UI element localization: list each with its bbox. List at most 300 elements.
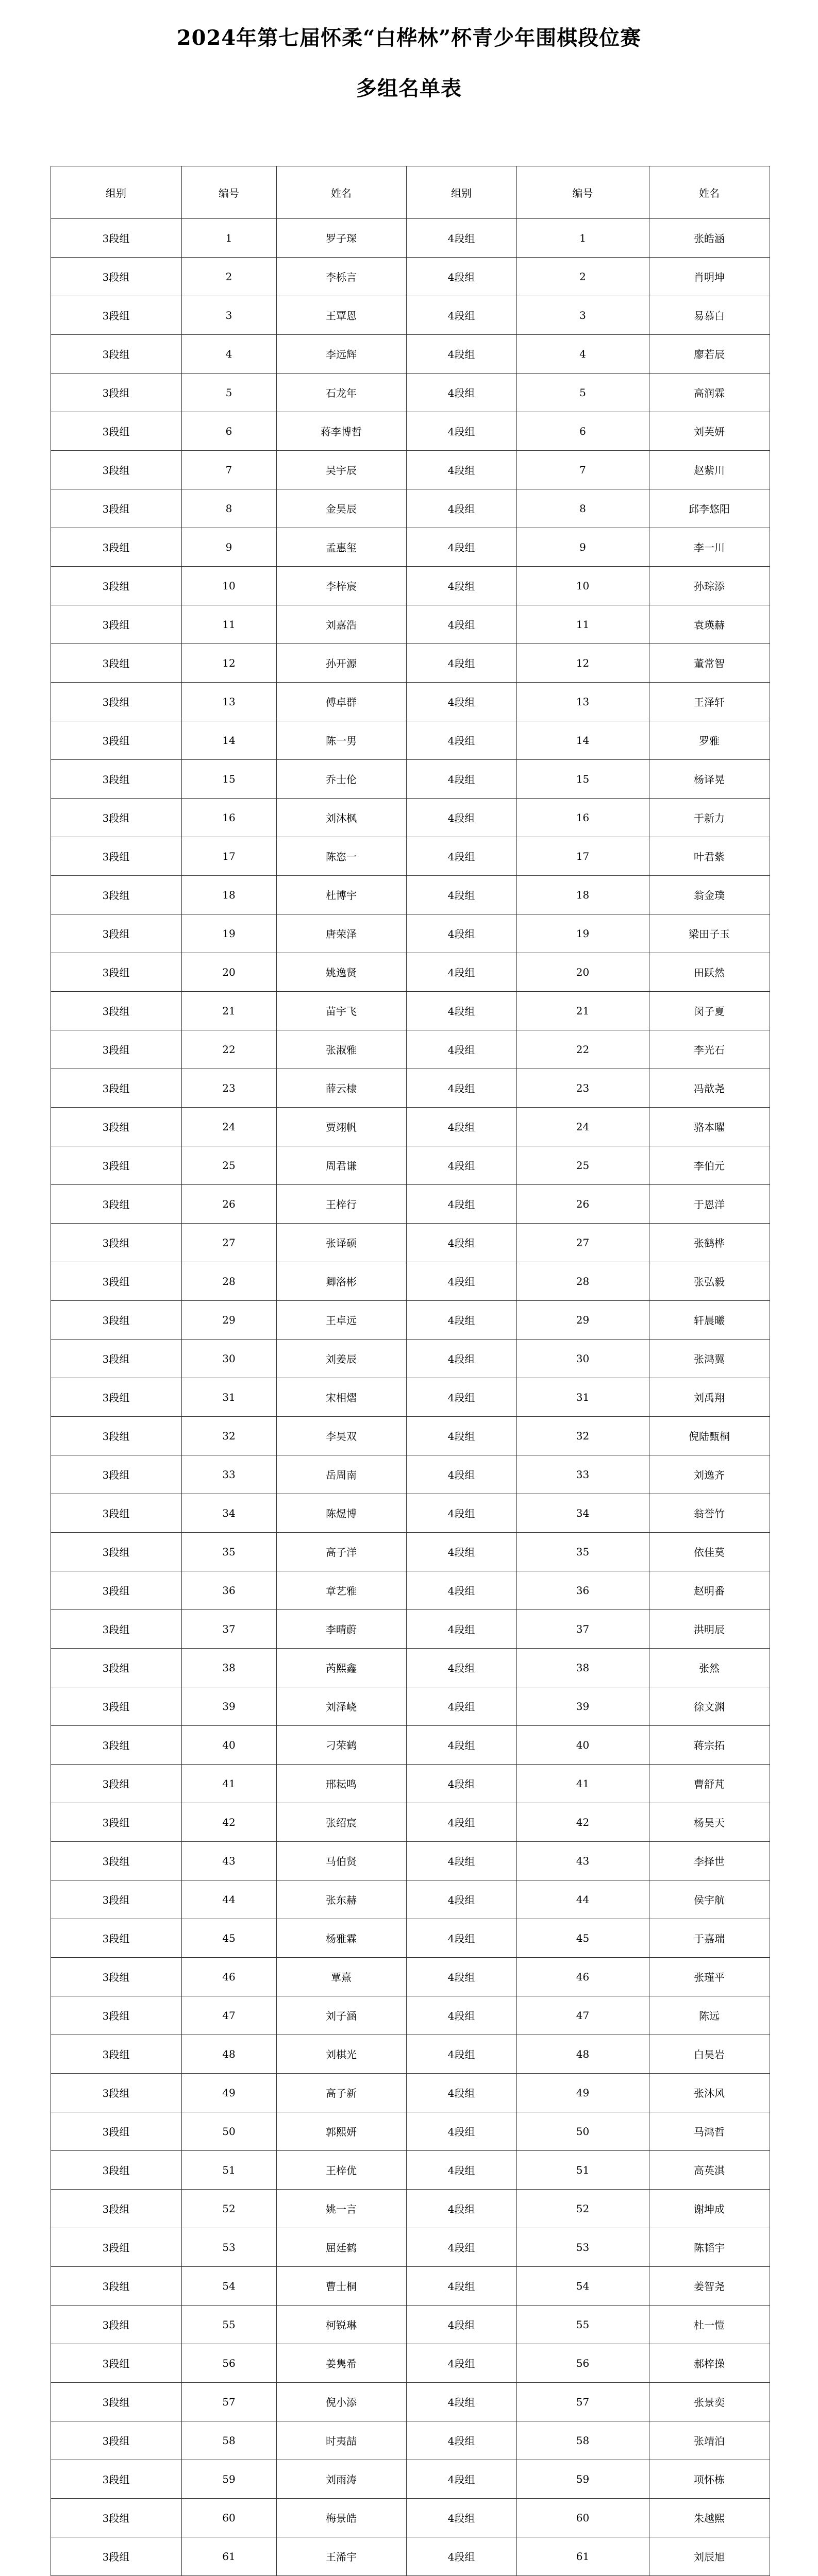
table-cell-group-col: 4段组	[447, 1044, 475, 1056]
table-cell-group-col: 4段组	[447, 1392, 475, 1404]
table-cell-number-col: 28	[222, 1275, 236, 1287]
table-cell-group-col: 4段组	[447, 1198, 475, 1211]
table-cell-group-col: 4段组	[447, 1160, 475, 1172]
table-cell-name-col: 吴宇辰	[326, 464, 357, 477]
table-cell-number-col: 54	[222, 2279, 236, 2292]
table-cell-group-col: 3段组	[102, 1005, 130, 1018]
table-cell-number-col: 32	[576, 1429, 590, 1442]
table-cell-name-col: 苗宇飞	[326, 1005, 357, 1018]
table-cell-group-col: 3段组	[102, 1739, 130, 1752]
table-cell-number-col: 22	[576, 1043, 590, 1056]
table-cell-name-col: 曹士桐	[326, 2280, 357, 2293]
table-cell-number-col: 15	[222, 772, 236, 785]
table-cell-name-col: 翁金璞	[694, 889, 725, 902]
table-cell-name-col: 宋相熠	[326, 1392, 357, 1404]
table-cell-number-col: 52	[576, 2202, 590, 2215]
table-cell-number-col: 58	[222, 2434, 236, 2447]
table-cell-group-col: 4段组	[447, 2048, 475, 2061]
table-cell-group-col: 4段组	[447, 2126, 475, 2138]
table-cell-name-col: 王覃恩	[326, 310, 357, 322]
table-cell-group-col: 4段组	[447, 348, 475, 361]
table-cell-group-col: 3段组	[102, 464, 130, 477]
table-cell-number-col: 2	[225, 270, 232, 283]
column-header-number-col: 编号	[572, 187, 593, 199]
table-cell-number-col: 12	[576, 656, 590, 669]
table-cell-group-col: 3段组	[102, 889, 130, 902]
table-cell-group-col: 3段组	[102, 1237, 130, 1249]
table-cell-group-col: 3段组	[102, 310, 130, 322]
table-cell-name-col: 于新力	[694, 812, 725, 824]
table-cell-group-col: 3段组	[102, 2010, 130, 2022]
table-cell-group-col: 3段组	[102, 1623, 130, 1636]
table-cell-group-col: 3段组	[102, 2164, 130, 2177]
table-cell-name-col: 金昊辰	[326, 503, 357, 515]
table-cell-number-col: 12	[222, 656, 236, 669]
table-cell-number-col: 39	[222, 1700, 236, 1713]
table-cell-name-col: 高子洋	[326, 1546, 357, 1558]
table-cell-number-col: 13	[576, 695, 590, 708]
table-cell-group-col: 4段组	[447, 1005, 475, 1018]
table-cell-name-col: 梅景皓	[326, 2512, 357, 2524]
table-cell-number-col: 18	[222, 888, 236, 901]
table-cell-number-col: 47	[576, 2009, 590, 2022]
table-cell-group-col: 4段组	[447, 851, 475, 863]
table-cell-number-col: 54	[576, 2279, 590, 2292]
table-cell-group-col: 4段组	[447, 1933, 475, 1945]
table-cell-number-col: 36	[576, 1584, 590, 1597]
table-cell-number-col: 48	[576, 2047, 590, 2060]
table-cell-number-col: 53	[222, 2241, 236, 2253]
table-cell-number-col: 2	[579, 270, 586, 283]
table-cell-name-col: 倪陆甄桐	[689, 1430, 730, 1443]
table-cell-group-col: 4段组	[447, 1237, 475, 1249]
table-cell-name-col: 谢坤成	[694, 2203, 725, 2215]
table-cell-name-col: 张靖泊	[694, 2435, 725, 2447]
table-cell-group-col: 4段组	[447, 928, 475, 940]
table-cell-name-col: 贾翊帆	[326, 1121, 357, 1133]
table-cell-number-col: 59	[222, 2472, 236, 2485]
table-cell-group-col: 4段组	[447, 619, 475, 631]
table-cell-group-col: 4段组	[447, 1778, 475, 1790]
table-cell-number-col: 11	[222, 618, 236, 631]
table-cell-name-col: 朱越熙	[694, 2512, 725, 2524]
table-cell-group-col: 3段组	[102, 503, 130, 515]
table-cell-name-col: 杨昊天	[694, 1817, 725, 1829]
table-cell-name-col: 李晴蔚	[326, 1623, 357, 1636]
table-cell-group-col: 4段组	[447, 735, 475, 747]
table-cell-number-col: 16	[222, 811, 236, 824]
table-cell-group-col: 3段组	[102, 1817, 130, 1829]
table-cell-name-col: 时夷喆	[326, 2435, 357, 2447]
table-cell-name-col: 高子新	[326, 2087, 357, 2099]
table-cell-group-col: 3段组	[102, 2512, 130, 2524]
table-cell-name-col: 陈韬宇	[694, 2242, 725, 2254]
table-cell-name-col: 马鸿哲	[694, 2126, 725, 2138]
table-cell-number-col: 33	[222, 1468, 236, 1481]
table-cell-group-col: 3段组	[102, 773, 130, 786]
table-cell-name-col: 杨译晃	[694, 773, 725, 786]
table-cell-name-col: 张鸿翼	[694, 1353, 725, 1365]
table-cell-group-col: 4段组	[447, 1623, 475, 1636]
table-cell-number-col: 35	[576, 1545, 590, 1558]
table-cell-name-col: 肖明坤	[694, 271, 725, 283]
table-cell-name-col: 刘子涵	[326, 2010, 357, 2022]
table-cell-group-col: 3段组	[102, 2396, 130, 2409]
table-cell-number-col: 31	[576, 1391, 590, 1403]
table-cell-number-col: 60	[222, 2511, 236, 2524]
table-cell-number-col: 11	[576, 618, 590, 631]
table-cell-name-col: 屈廷鹤	[326, 2242, 357, 2254]
table-cell-group-col: 3段组	[102, 232, 130, 245]
table-cell-number-col: 9	[225, 540, 232, 553]
table-cell-name-col: 高润霖	[694, 387, 725, 399]
table-cell-name-col: 田跃然	[694, 967, 725, 979]
table-cell-name-col: 刘泽峣	[326, 1701, 357, 1713]
table-cell-group-col: 3段组	[102, 1933, 130, 1945]
table-cell-name-col: 张然	[699, 1662, 720, 1674]
table-cell-number-col: 48	[222, 2047, 236, 2060]
table-cell-number-col: 35	[222, 1545, 236, 1558]
table-cell-number-col: 7	[225, 463, 232, 476]
table-cell-number-col: 42	[222, 1816, 236, 1828]
table-cell-number-col: 14	[222, 734, 236, 747]
table-cell-name-col: 孟惠玺	[326, 541, 357, 554]
table-cell-number-col: 10	[576, 579, 590, 592]
table-cell-name-col: 乔士伦	[326, 773, 357, 786]
column-header-group-col: 组别	[451, 187, 472, 199]
table-cell-group-col: 3段组	[102, 1121, 130, 1133]
table-cell-number-col: 56	[222, 2357, 236, 2369]
table-cell-number-col: 56	[576, 2357, 590, 2369]
table-cell-group-col: 4段组	[447, 426, 475, 438]
table-cell-number-col: 39	[576, 1700, 590, 1713]
table-cell-name-col: 王梓行	[326, 1198, 357, 1211]
table-cell-number-col: 43	[576, 1854, 590, 1867]
table-cell-number-col: 34	[576, 1506, 590, 1519]
table-cell-group-col: 4段组	[447, 1276, 475, 1288]
table-cell-name-col: 罗子琛	[326, 232, 357, 245]
table-cell-number-col: 9	[579, 540, 586, 553]
table-cell-name-col: 刘雨涛	[326, 2473, 357, 2486]
table-cell-group-col: 4段组	[447, 2473, 475, 2486]
table-cell-group-col: 4段组	[447, 1662, 475, 1674]
table-cell-name-col: 陈恣一	[326, 851, 357, 863]
table-cell-group-col: 4段组	[447, 1546, 475, 1558]
table-cell-group-col: 4段组	[447, 1971, 475, 1984]
table-cell-number-col: 19	[576, 927, 590, 940]
table-cell-number-col: 6	[225, 425, 232, 437]
table-cell-group-col: 3段组	[102, 271, 130, 283]
table-cell-name-col: 高英淇	[694, 2164, 725, 2177]
table-cell-name-col: 罗雅	[699, 735, 720, 747]
table-cell-group-col: 3段组	[102, 580, 130, 592]
table-cell-group-col: 4段组	[447, 2242, 475, 2254]
table-cell-group-col: 4段组	[447, 2087, 475, 2099]
table-cell-group-col: 4段组	[447, 1353, 475, 1365]
table-cell-number-col: 25	[222, 1159, 236, 1172]
table-cell-number-col: 22	[222, 1043, 236, 1056]
table-cell-name-col: 骆本曜	[694, 1121, 725, 1133]
table-cell-name-col: 蒋宗拓	[694, 1739, 725, 1752]
table-cell-name-col: 蒋李博哲	[321, 426, 362, 438]
table-cell-name-col: 梁田子玉	[689, 928, 730, 940]
table-cell-number-col: 29	[576, 1313, 590, 1326]
table-cell-number-col: 34	[222, 1506, 236, 1519]
table-cell-group-col: 3段组	[102, 2087, 130, 2099]
table-cell-group-col: 4段组	[447, 1314, 475, 1327]
table-cell-name-col: 芮熙鑫	[326, 1662, 357, 1674]
table-cell-number-col: 59	[576, 2472, 590, 2485]
table-cell-group-col: 3段组	[102, 1778, 130, 1790]
table-cell-name-col: 覃熹	[331, 1971, 352, 1984]
table-cell-name-col: 周君谦	[326, 1160, 357, 1172]
table-cell-group-col: 3段组	[102, 1546, 130, 1558]
table-cell-group-col: 3段组	[102, 1894, 130, 1906]
table-cell-number-col: 8	[579, 502, 586, 515]
table-cell-number-col: 15	[576, 772, 590, 785]
table-cell-group-col: 4段组	[447, 812, 475, 824]
table-cell-number-col: 27	[222, 1236, 236, 1249]
table-cell-group-col: 3段组	[102, 2358, 130, 2370]
table-cell-name-col: 洪明辰	[694, 1623, 725, 1636]
table-cell-group-col: 3段组	[102, 1430, 130, 1443]
table-cell-group-col: 3段组	[102, 1314, 130, 1327]
table-cell-number-col: 55	[576, 2318, 590, 2331]
table-cell-group-col: 3段组	[102, 2435, 130, 2447]
table-cell-name-col: 徐文渊	[694, 1701, 725, 1713]
table-cell-group-col: 3段组	[102, 426, 130, 438]
table-cell-number-col: 40	[576, 1738, 590, 1751]
table-cell-group-col: 3段组	[102, 735, 130, 747]
table-cell-group-col: 4段组	[447, 232, 475, 245]
table-cell-group-col: 4段组	[447, 1701, 475, 1713]
table-cell-group-col: 3段组	[102, 2126, 130, 2138]
table-cell-name-col: 岳周南	[326, 1469, 357, 1481]
table-cell-name-col: 刁荣鹤	[326, 1739, 357, 1752]
table-cell-group-col: 3段组	[102, 1353, 130, 1365]
table-cell-group-col: 4段组	[447, 387, 475, 399]
table-cell-number-col: 61	[576, 2550, 590, 2563]
table-cell-number-col: 57	[222, 2395, 236, 2408]
table-cell-group-col: 4段组	[447, 889, 475, 902]
table-cell-group-col: 3段组	[102, 1469, 130, 1481]
table-cell-name-col: 白昊岩	[694, 2048, 725, 2061]
table-cell-number-col: 51	[576, 2163, 590, 2176]
table-cell-group-col: 4段组	[447, 1894, 475, 1906]
table-cell-name-col: 王浠宇	[326, 2551, 357, 2563]
table-cell-name-col: 张鹤桦	[694, 1237, 725, 1249]
table-cell-number-col: 43	[222, 1854, 236, 1867]
table-cell-number-col: 44	[222, 1893, 236, 1906]
table-cell-name-col: 马伯贤	[326, 1855, 357, 1868]
table-cell-group-col: 3段组	[102, 2551, 130, 2563]
table-cell-number-col: 24	[222, 1120, 236, 1133]
table-cell-name-col: 姚一言	[326, 2203, 357, 2215]
table-cell-number-col: 47	[222, 2009, 236, 2022]
table-cell-number-col: 13	[222, 695, 236, 708]
table-cell-name-col: 杨雅霖	[326, 1933, 357, 1945]
table-cell-name-col: 李梓宸	[326, 580, 357, 592]
table-cell-name-col: 董常智	[694, 657, 725, 670]
table-cell-group-col: 3段组	[102, 928, 130, 940]
table-cell-group-col: 3段组	[102, 1701, 130, 1713]
table-cell-name-col: 李光石	[694, 1044, 725, 1056]
table-cell-number-col: 31	[222, 1391, 236, 1403]
table-cell-group-col: 4段组	[447, 696, 475, 708]
table-cell-number-col: 25	[576, 1159, 590, 1172]
table-cell-group-col: 3段组	[102, 1507, 130, 1520]
table-cell-group-col: 3段组	[102, 2280, 130, 2293]
table-cell-number-col: 8	[225, 502, 232, 515]
table-cell-number-col: 51	[222, 2163, 236, 2176]
table-cell-number-col: 44	[576, 1893, 590, 1906]
table-cell-group-col: 3段组	[102, 1160, 130, 1172]
table-cell-name-col: 张皓涵	[694, 232, 725, 245]
table-cell-number-col: 26	[222, 1197, 236, 1210]
table-cell-number-col: 45	[222, 1931, 236, 1944]
page-subtitle: 多组名单表	[356, 76, 462, 100]
table-cell-name-col: 张景奕	[694, 2396, 725, 2409]
table-cell-group-col: 3段组	[102, 1276, 130, 1288]
table-cell-number-col: 4	[225, 347, 232, 360]
table-cell-number-col: 4	[579, 347, 586, 360]
table-cell-number-col: 40	[222, 1738, 236, 1751]
table-cell-group-col: 4段组	[447, 2164, 475, 2177]
table-cell-group-col: 4段组	[447, 2319, 475, 2331]
table-cell-name-col: 赵紫川	[694, 464, 725, 477]
table-cell-name-col: 王梓优	[326, 2164, 357, 2177]
table-cell-number-col: 21	[222, 1004, 236, 1017]
table-cell-name-col: 廖若辰	[694, 348, 725, 361]
table-cell-name-col: 刘姜辰	[326, 1353, 357, 1365]
table-cell-number-col: 49	[576, 2086, 590, 2099]
table-cell-number-col: 52	[222, 2202, 236, 2215]
table-cell-name-col: 李栎言	[326, 271, 357, 283]
table-cell-number-col: 50	[222, 2125, 236, 2138]
table-cell-name-col: 郭熙妍	[326, 2126, 357, 2138]
table-cell-group-col: 4段组	[447, 657, 475, 670]
table-cell-name-col: 刘棋光	[326, 2048, 357, 2061]
table-cell-group-col: 3段组	[102, 348, 130, 361]
table-cell-number-col: 26	[576, 1197, 590, 1210]
table-cell-name-col: 唐荣泽	[326, 928, 357, 940]
table-cell-name-col: 杜一愷	[694, 2319, 725, 2331]
table-cell-number-col: 23	[576, 1081, 590, 1094]
table-cell-group-col: 3段组	[102, 967, 130, 979]
table-cell-number-col: 6	[579, 425, 586, 437]
table-cell-group-col: 4段组	[447, 580, 475, 592]
page-title: 2024年第七届怀柔“白桦林”杯青少年围棋段位赛	[176, 26, 642, 50]
table-cell-group-col: 3段组	[102, 2203, 130, 2215]
table-cell-group-col: 3段组	[102, 1392, 130, 1404]
table-cell-number-col: 3	[579, 309, 586, 321]
table-cell-name-col: 孙开源	[326, 657, 357, 670]
table-cell-name-col: 倪小添	[326, 2396, 357, 2409]
table-cell-number-col: 36	[222, 1584, 236, 1597]
table-cell-number-col: 3	[225, 309, 232, 321]
table-cell-number-col: 17	[576, 850, 590, 862]
table-cell-name-col: 李远辉	[326, 348, 357, 361]
table-cell-number-col: 50	[576, 2125, 590, 2138]
table-cell-name-col: 邱李悠阳	[689, 503, 730, 515]
table-cell-number-col: 18	[576, 888, 590, 901]
table-cell-group-col: 4段组	[447, 1585, 475, 1597]
table-cell-number-col: 55	[222, 2318, 236, 2331]
column-header-name-col: 姓名	[331, 187, 352, 199]
table-cell-group-col: 3段组	[102, 1585, 130, 1597]
table-cell-name-col: 冯歆尧	[694, 1082, 725, 1095]
table-cell-name-col: 于恩洋	[694, 1198, 725, 1211]
table-cell-number-col: 38	[576, 1661, 590, 1674]
table-cell-name-col: 石龙年	[326, 387, 357, 399]
table-cell-name-col: 曹舒芃	[694, 1778, 725, 1790]
table-cell-number-col: 20	[222, 965, 236, 978]
table-cell-name-col: 陈煜博	[326, 1507, 357, 1520]
table-cell-number-col: 57	[576, 2395, 590, 2408]
table-cell-number-col: 37	[222, 1622, 236, 1635]
table-cell-number-col: 33	[576, 1468, 590, 1481]
table-cell-group-col: 3段组	[102, 2048, 130, 2061]
table-cell-number-col: 20	[576, 965, 590, 978]
table-cell-group-col: 4段组	[447, 2010, 475, 2022]
table-cell-name-col: 邢耘鸣	[326, 1778, 357, 1790]
table-cell-name-col: 闵子夏	[694, 1005, 725, 1018]
table-cell-name-col: 张东赫	[326, 1894, 357, 1906]
table-cell-number-col: 45	[576, 1931, 590, 1944]
table-cell-number-col: 23	[222, 1081, 236, 1094]
table-cell-group-col: 4段组	[447, 310, 475, 322]
table-cell-name-col: 依佳莫	[694, 1546, 725, 1558]
table-cell-group-col: 4段组	[447, 2512, 475, 2524]
table-cell-name-col: 刘禹翔	[694, 1392, 725, 1404]
table-cell-number-col: 17	[222, 850, 236, 862]
table-cell-group-col: 4段组	[447, 271, 475, 283]
table-cell-number-col: 41	[576, 1777, 590, 1790]
table-cell-number-col: 19	[222, 927, 236, 940]
table-cell-group-col: 4段组	[447, 1430, 475, 1443]
table-cell-number-col: 30	[576, 1352, 590, 1365]
table-cell-name-col: 刘辰旭	[694, 2551, 725, 2563]
table-cell-number-col: 21	[576, 1004, 590, 1017]
table-cell-number-col: 41	[222, 1777, 236, 1790]
table-cell-name-col: 项怀栋	[694, 2473, 725, 2486]
table-cell-group-col: 3段组	[102, 1971, 130, 1984]
table-cell-group-col: 4段组	[447, 464, 475, 477]
table-cell-name-col: 李伯元	[694, 1160, 725, 1172]
table-cell-group-col: 4段组	[447, 1507, 475, 1520]
table-cell-number-col: 49	[222, 2086, 236, 2099]
table-cell-group-col: 3段组	[102, 657, 130, 670]
table-cell-number-col: 60	[576, 2511, 590, 2524]
table-cell-number-col: 29	[222, 1313, 236, 1326]
table-cell-name-col: 卿洛彬	[326, 1276, 357, 1288]
table-cell-name-col: 侯宇航	[694, 1894, 725, 1906]
table-cell-name-col: 轩晨曦	[694, 1314, 725, 1327]
table-cell-number-col: 14	[576, 734, 590, 747]
table-cell-group-col: 3段组	[102, 1855, 130, 1868]
table-cell-name-col: 章艺雅	[326, 1585, 357, 1597]
table-cell-group-col: 3段组	[102, 619, 130, 631]
column-header-name-col: 姓名	[699, 187, 720, 199]
table-cell-name-col: 王泽轩	[694, 696, 725, 708]
table-cell-number-col: 7	[579, 463, 586, 476]
table-cell-name-col: 孙琮添	[694, 580, 725, 592]
table-cell-name-col: 张淑雅	[326, 1044, 357, 1056]
table-cell-group-col: 3段组	[102, 2242, 130, 2254]
table-cell-number-col: 58	[576, 2434, 590, 2447]
table-cell-name-col: 傅卓群	[326, 696, 357, 708]
table-cell-group-col: 3段组	[102, 541, 130, 554]
